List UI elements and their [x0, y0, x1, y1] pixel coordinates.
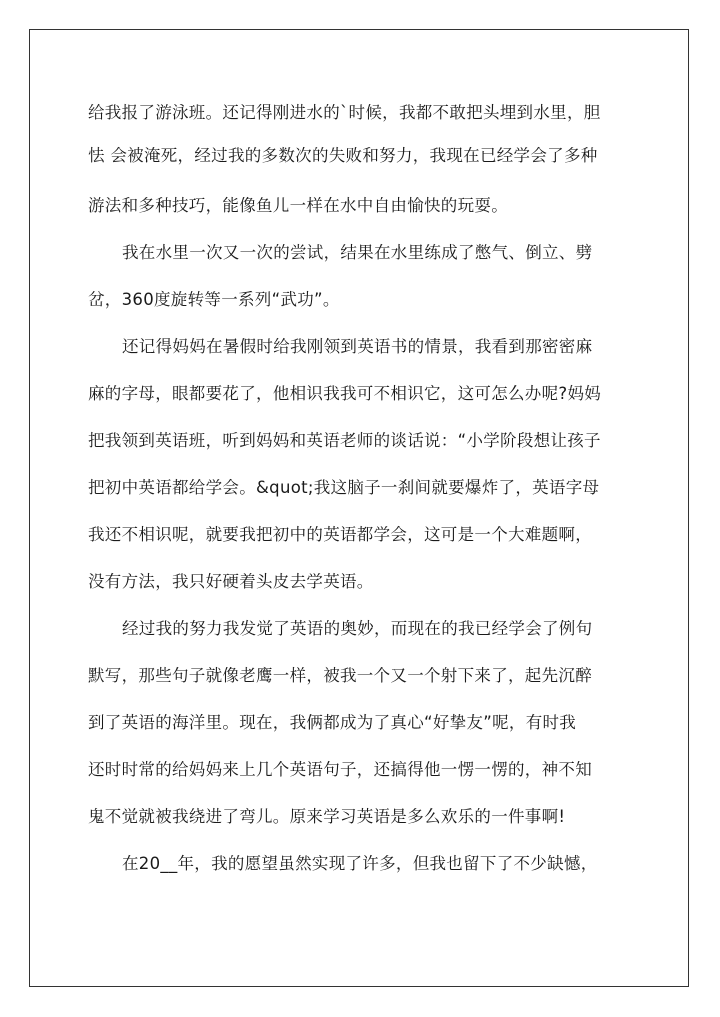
paragraph-line: 默写，那些句子就像老鹰一样，被我一个又一个射下来了，起先沉醉 [88, 666, 592, 685]
paragraph-line: 游法和多种技巧，能像鱼儿一样在水中自由愉快的玩耍。 [88, 196, 508, 215]
paragraph-line: 麻的字母，眼都要花了，他相识我我可不相识它，这可怎么办呢?妈妈 [88, 384, 602, 403]
paragraph-line: 在20__年，我的愿望虽然实现了许多，但我也留下了不少缺憾， [122, 854, 598, 873]
paragraph-line: 还时时常的给妈妈来上几个英语句子，还搞得他一愣一愣的，神不知 [88, 760, 592, 779]
paragraph-line: 给我报了游泳班。还记得刚进水的`时候，我都不敢把头埋到水里，胆 [88, 103, 601, 122]
paragraph-line: 我在水里一次又一次的尝试，结果在水里练成了憋气、倒立、劈 [122, 243, 593, 262]
paragraph-line: 还记得妈妈在暑假时给我刚领到英语书的情景，我看到那密密麻 [122, 337, 593, 356]
document-page [29, 29, 689, 987]
paragraph-line: 经过我的努力我发觉了英语的奥妙，而现在的我已经学会了例句 [122, 619, 593, 638]
paragraph-line: 到了英语的海洋里。现在，我俩都成为了真心“好挚友”呢，有时我 [88, 713, 577, 732]
paragraph-line: 鬼不觉就被我绕进了弯儿。原来学习英语是多么欢乐的一件事啊! [88, 807, 566, 826]
paragraph-line: 我还不相识呢，就要我把初中的英语都学会，这可是一个大难题啊， [88, 525, 592, 544]
paragraph-line: 把我领到英语班，听到妈妈和英语老师的谈话说：“小学阶段想让孩子 [88, 431, 601, 450]
paragraph-line: 没有方法，我只好硬着头皮去学英语。 [88, 572, 374, 591]
paragraph-line: 岔，360度旋转等一系列“武功”。 [88, 290, 340, 309]
paragraph-line: 怯 会被淹死，经过我的多数次的失败和努力，我现在已经学会了多种 [88, 146, 598, 165]
paragraph-line: 把初中英语都给学会。&quot;我这脑子一刹间就要爆炸了，英语字母 [88, 478, 600, 497]
